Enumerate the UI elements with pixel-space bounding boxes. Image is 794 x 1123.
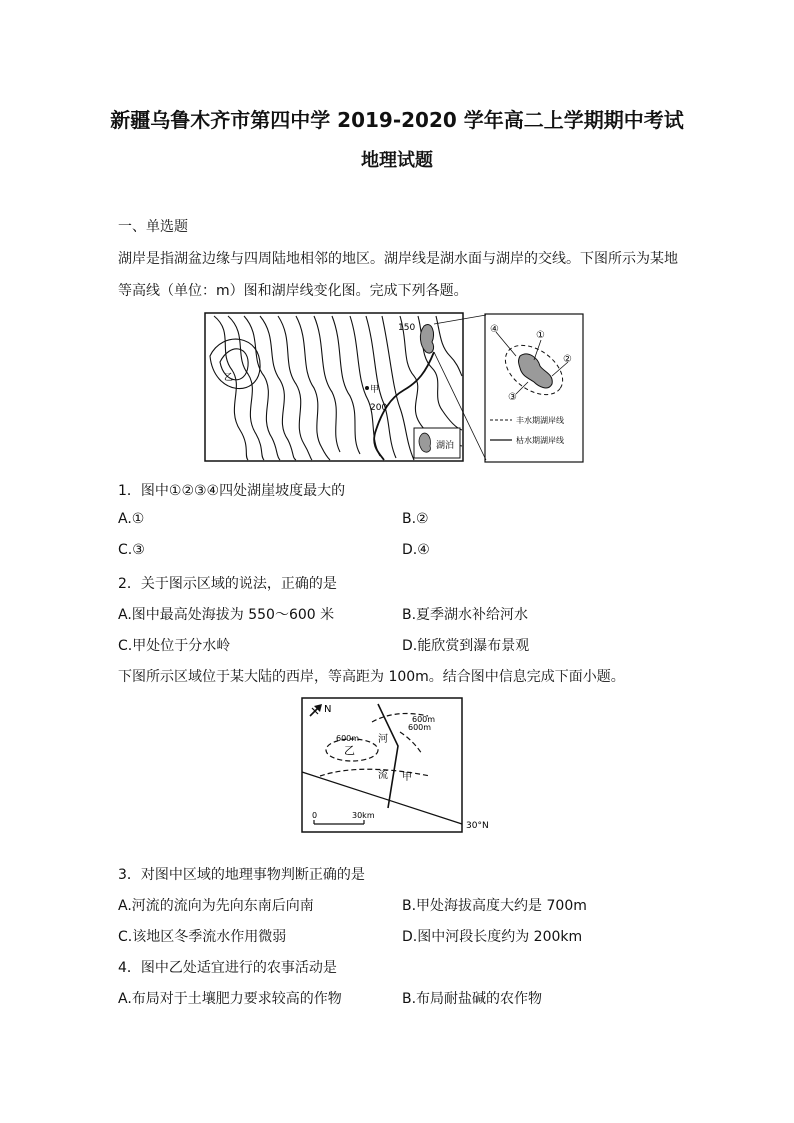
intro2: 下图所示区域位于某大陆的西岸，等高距为 100m。结合图中信息完成下面小题。 <box>118 669 625 685</box>
label-jia: 甲 <box>402 772 412 783</box>
figure1-contour-map <box>204 312 584 468</box>
callout-2: ② <box>563 354 572 365</box>
question-2-stem: 2．关于图示区域的说法，正确的是 <box>118 576 337 592</box>
legend-high-water: 丰水期湖岸线 <box>516 416 564 425</box>
question-4-stem: 4．图中乙处适宜进行的农事活动是 <box>118 960 337 976</box>
label-yi: 乙 <box>224 373 234 383</box>
legend-low-water: 枯水期湖岸线 <box>516 436 564 445</box>
exam-title: 新疆乌鲁木齐市第四中学 2019-2020 学年高二上学期期中考试 <box>110 108 684 132</box>
latitude-label: 30°N <box>466 821 489 831</box>
q3-option-b: B.甲处海拔高度大约是 700m <box>402 898 587 914</box>
q1-option-d: D.④ <box>402 542 430 558</box>
label-jia: 甲 <box>370 385 380 395</box>
q3-option-d: D.图中河段长度约为 200km <box>402 929 583 945</box>
section-heading: 一、单选题 <box>118 219 188 235</box>
contour-600-left: 600m <box>336 734 360 743</box>
exam-subject: 地理试题 <box>361 150 433 171</box>
legend-lake: 湖泊 <box>436 441 455 451</box>
q2-option-d: D.能欣赏到瀑布景观 <box>402 638 530 654</box>
q4-option-a: A.布局对于土壤肥力要求较高的作物 <box>118 991 342 1007</box>
scale-zero: 0 <box>312 811 318 820</box>
q2-option-a: A.图中最高处海拔为 550～600 米 <box>118 607 335 623</box>
river-label-liu: 流 <box>378 770 388 781</box>
label-yi: 乙 <box>344 744 355 757</box>
scale-30km: 30km <box>352 811 375 820</box>
q3-option-a: A.河流的流向为先向东南后向南 <box>118 898 314 914</box>
q1-option-a: A.① <box>118 511 145 527</box>
contour-label-200: 200 <box>370 403 388 413</box>
contour-label-150: 150 <box>398 323 416 333</box>
question-3-stem: 3．对图中区域的地理事物判断正确的是 <box>118 867 365 883</box>
q1-option-c: C.③ <box>118 542 145 558</box>
q1-option-b: B.② <box>402 511 429 527</box>
callout-1: ① <box>536 330 545 341</box>
intro1-line2: 等高线（单位：m）图和湖岸线变化图。完成下列各题。 <box>118 283 468 299</box>
q4-option-b: B.布局耐盐碱的农作物 <box>402 991 543 1007</box>
contour-600-right: 600m <box>408 723 432 732</box>
figure2-region-map <box>300 696 500 840</box>
question-1-stem: 1．图中①②③④四处湖崖坡度最大的 <box>118 483 346 499</box>
contour-600-top: 600m <box>412 715 436 724</box>
callout-4: ④ <box>490 324 499 335</box>
intro1-line1: 湖岸是指湖盆边缘与四周陆地相邻的地区。湖岸线是湖水面与湖岸的交线。下图所示为某地 <box>118 251 678 267</box>
q3-option-c: C.该地区冬季流水作用微弱 <box>118 929 287 945</box>
q2-option-c: C.甲处位于分水岭 <box>118 638 231 654</box>
north-label: N <box>324 704 332 715</box>
q2-option-b: B.夏季湖水补给河水 <box>402 607 529 623</box>
river-label-he: 河 <box>378 734 388 745</box>
callout-3: ③ <box>508 392 517 403</box>
